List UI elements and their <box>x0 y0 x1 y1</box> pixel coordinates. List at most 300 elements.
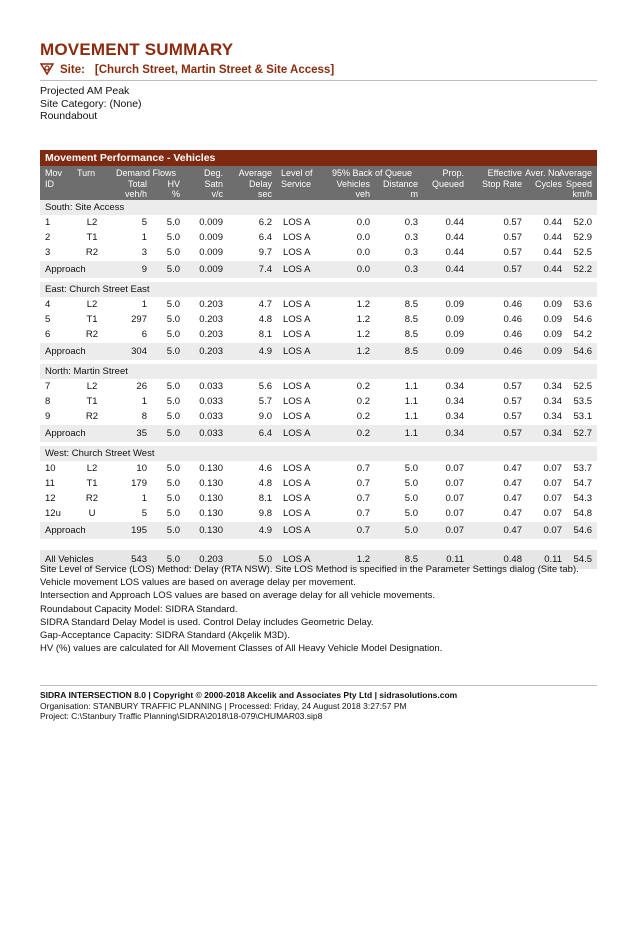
cell-deg: 0.033 <box>199 411 223 422</box>
cell-total: 304 <box>131 346 147 357</box>
cell-delay: 7.4 <box>258 264 272 275</box>
cell-deg: 0.130 <box>199 463 223 474</box>
cell-hv: 5.0 <box>166 463 180 474</box>
header-vehh: veh/h <box>124 189 147 199</box>
cell-eff: 0.57 <box>503 411 522 422</box>
cell-eff: 0.57 <box>503 232 522 243</box>
table-row <box>40 230 597 245</box>
cell-deg: 0.033 <box>199 396 223 407</box>
cell-mov-id: 9 <box>45 411 51 422</box>
table-row <box>40 327 597 342</box>
cell-spd: 52.5 <box>573 247 592 258</box>
header-back-of-queue: 95% Back of Queue <box>332 168 413 178</box>
header-total: Total <box>127 178 147 189</box>
cell-delay: 6.4 <box>258 428 272 439</box>
cell-delay: 5.6 <box>258 381 272 392</box>
note-line: Roundabout Capacity Model: SIDRA Standard. <box>40 603 238 615</box>
cell-veh: 0.0 <box>356 247 370 258</box>
cell-prop: 0.44 <box>445 247 464 258</box>
cell-prop: 0.09 <box>445 346 464 357</box>
cell-label: Approach <box>45 264 86 275</box>
cell-cyc: 0.07 <box>543 478 562 489</box>
cell-spd: 52.9 <box>573 232 592 243</box>
cell-cyc: 0.34 <box>543 428 562 439</box>
cell-mov-id: 5 <box>45 314 51 325</box>
cell-dist: 5.0 <box>404 508 418 519</box>
cell-mov-id: 10 <box>45 463 56 474</box>
cell-los: LOS A <box>283 554 311 565</box>
cell-label: Approach <box>45 525 86 536</box>
approach-section-header: West: Church Street West <box>40 446 597 461</box>
cell-delay: 4.9 <box>258 346 272 357</box>
approach-section-header: South: Site Access <box>40 200 597 215</box>
cell-hv: 5.0 <box>166 525 180 536</box>
note-line: HV (%) values are calculated for All Movement Classes of All Heavy Vehicle Model Designation. <box>40 643 443 655</box>
cell-eff: 0.48 <box>503 554 522 565</box>
table-row <box>40 312 597 327</box>
table-row <box>40 394 597 409</box>
cell-hv: 5.0 <box>166 264 180 275</box>
header-id: ID <box>45 178 54 189</box>
note-line: Vehicle movement LOS values are based on average delay per movement. <box>40 577 356 589</box>
cell-mov-id: 7 <box>45 381 51 392</box>
control-type: Roundabout <box>40 110 98 122</box>
cell-los: LOS A <box>283 396 311 407</box>
cell-los: LOS A <box>283 463 311 474</box>
cell-turn: R2 <box>85 411 99 422</box>
cell-los: LOS A <box>283 478 311 489</box>
cell-deg: 0.033 <box>199 428 223 439</box>
cell-hv: 5.0 <box>166 478 180 489</box>
approach-total-row <box>40 342 597 360</box>
cell-total: 5 <box>141 508 147 519</box>
cell-prop: 0.44 <box>445 232 464 243</box>
table-row <box>40 379 597 394</box>
cell-prop: 0.07 <box>445 508 464 519</box>
cell-eff: 0.57 <box>503 264 522 275</box>
header-vehicles: Vehicles <box>336 178 370 189</box>
table-row <box>40 491 597 506</box>
cell-cyc: 0.09 <box>543 329 562 340</box>
header-service: Service <box>281 178 312 189</box>
header-average: Average <box>238 168 272 178</box>
cell-hv: 5.0 <box>166 299 180 310</box>
cell-total: 543 <box>131 554 147 565</box>
cell-veh: 0.0 <box>356 217 370 228</box>
cell-deg: 0.130 <box>199 525 223 536</box>
note-line: Gap-Acceptance Capacity: SIDRA Standard (Akçelik M3D). <box>40 630 290 642</box>
cell-total: 5 <box>141 217 147 228</box>
cell-total: 26 <box>136 381 147 392</box>
cell-delay: 6.4 <box>258 232 272 243</box>
cell-los: LOS A <box>283 411 311 422</box>
cell-dist: 5.0 <box>404 525 418 536</box>
cell-spd: 52.5 <box>573 381 592 392</box>
cell-cyc: 0.34 <box>543 396 562 407</box>
cell-label: All Vehicles <box>45 554 94 565</box>
cell-cyc: 0.44 <box>543 217 562 228</box>
cell-hv: 5.0 <box>166 232 180 243</box>
cell-spd: 53.7 <box>573 463 592 474</box>
approach-total-row <box>40 424 597 442</box>
cell-dist: 1.1 <box>404 411 418 422</box>
movement-performance-table <box>40 150 597 569</box>
cell-label: Approach <box>45 428 86 439</box>
footer <box>40 685 597 722</box>
cell-los: LOS A <box>283 493 311 504</box>
cell-spd: 53.5 <box>573 396 592 407</box>
header-aver-no: Aver. No. <box>525 168 562 178</box>
table-row <box>40 409 597 424</box>
note-line: Intersection and Approach LOS values are based on average delay for all vehicle movements. <box>40 590 436 602</box>
header-hv-pct: % <box>171 189 180 199</box>
header-level-of: Level of <box>281 168 313 178</box>
cell-dist: 8.5 <box>404 554 418 565</box>
cell-turn: T1 <box>86 396 98 407</box>
cell-delay: 6.2 <box>258 217 272 228</box>
cell-delay: 4.8 <box>258 314 272 325</box>
cell-hv: 5.0 <box>166 396 180 407</box>
notes <box>40 563 600 655</box>
cell-hv: 5.0 <box>166 381 180 392</box>
cell-spd: 54.3 <box>573 493 592 504</box>
cell-total: 1 <box>141 232 147 243</box>
cell-eff: 0.57 <box>503 247 522 258</box>
cell-deg: 0.009 <box>199 247 223 258</box>
cell-turn: R2 <box>85 247 99 258</box>
cell-dist: 0.3 <box>404 217 418 228</box>
cell-spd: 52.7 <box>573 428 592 439</box>
cell-cyc: 0.07 <box>543 525 562 536</box>
cell-deg: 0.203 <box>199 346 223 357</box>
header-satn: Satn <box>204 178 223 189</box>
cell-los: LOS A <box>283 428 311 439</box>
cell-turn: L2 <box>86 217 98 228</box>
cell-cyc: 0.34 <box>543 411 562 422</box>
scenario-name: Projected AM Peak <box>40 85 130 97</box>
cell-veh: 0.7 <box>356 478 370 489</box>
cell-veh: 1.2 <box>356 554 370 565</box>
cell-los: LOS A <box>283 217 311 228</box>
cell-delay: 4.6 <box>258 463 272 474</box>
cell-los: LOS A <box>283 508 311 519</box>
cell-eff: 0.57 <box>503 428 522 439</box>
cell-turn: L2 <box>86 463 98 474</box>
cell-prop: 0.11 <box>446 554 464 565</box>
cell-cyc: 0.07 <box>543 463 562 474</box>
cell-hv: 5.0 <box>166 329 180 340</box>
cell-los: LOS A <box>283 247 311 258</box>
cell-veh: 0.2 <box>356 428 370 439</box>
cell-deg: 0.130 <box>199 478 223 489</box>
cell-cyc: 0.07 <box>543 508 562 519</box>
cell-cyc: 0.44 <box>543 264 562 275</box>
table-header <box>40 166 597 200</box>
cell-delay: 4.8 <box>258 478 272 489</box>
cell-los: LOS A <box>283 314 311 325</box>
cell-veh: 1.2 <box>356 346 370 357</box>
cell-dist: 8.5 <box>404 299 418 310</box>
cell-dist: 8.5 <box>404 329 418 340</box>
cell-eff: 0.47 <box>503 478 522 489</box>
scenario-info <box>40 85 142 123</box>
cell-prop: 0.34 <box>445 396 464 407</box>
cell-los: LOS A <box>283 264 311 275</box>
table-row <box>40 245 597 260</box>
cell-veh: 1.2 <box>356 314 370 325</box>
cell-spd: 53.1 <box>573 411 592 422</box>
cell-veh: 0.2 <box>356 396 370 407</box>
cell-spd: 54.6 <box>573 314 592 325</box>
cell-prop: 0.34 <box>445 381 464 392</box>
header-hv: HV <box>167 178 180 189</box>
table-body <box>40 200 597 569</box>
cell-spd: 54.6 <box>573 525 592 536</box>
table-row <box>40 215 597 230</box>
header-distance-m: m <box>410 189 418 199</box>
cell-hv: 5.0 <box>166 554 180 565</box>
cell-dist: 1.1 <box>404 381 418 392</box>
cell-mov-id: 11 <box>45 478 55 489</box>
cell-hv: 5.0 <box>166 217 180 228</box>
cell-total: 1 <box>141 396 147 407</box>
cell-deg: 0.203 <box>199 329 223 340</box>
cell-deg: 0.009 <box>199 232 223 243</box>
footer-organisation: Organisation: STANBURY TRAFFIC PLANNING | Processed: Friday, 24 August 2018 3:27:57 PM <box>40 700 407 711</box>
cell-total: 35 <box>136 428 147 439</box>
cell-delay: 9.8 <box>258 508 272 519</box>
cell-total: 9 <box>141 264 147 275</box>
header-queued: Queued <box>431 178 464 189</box>
cell-spd: 54.5 <box>573 554 592 565</box>
cell-los: LOS A <box>283 329 311 340</box>
cell-eff: 0.47 <box>503 463 522 474</box>
cell-turn: T1 <box>86 314 98 325</box>
cell-mov-id: 3 <box>45 247 51 258</box>
cell-spd: 54.2 <box>573 329 592 340</box>
cell-dist: 0.3 <box>404 232 418 243</box>
cell-spd: 52.2 <box>573 264 592 275</box>
cell-dist: 5.0 <box>404 478 418 489</box>
approach-section-header: East: Church Street East <box>40 282 597 297</box>
cell-delay: 5.7 <box>258 396 272 407</box>
cell-delay: 4.9 <box>258 525 272 536</box>
cell-prop: 0.07 <box>445 463 464 474</box>
cell-deg: 0.009 <box>199 264 223 275</box>
cell-turn: L2 <box>86 299 98 310</box>
note-line: SIDRA Standard Delay Model is used. Control Delay includes Geometric Delay. <box>40 616 374 628</box>
cell-prop: 0.34 <box>445 428 464 439</box>
cell-total: 1 <box>141 493 147 504</box>
cell-prop: 0.07 <box>445 525 464 536</box>
cell-dist: 0.3 <box>404 247 418 258</box>
cell-deg: 0.033 <box>199 381 223 392</box>
cell-hv: 5.0 <box>166 247 180 258</box>
cell-cyc: 0.44 <box>543 232 562 243</box>
header-average-speed: Average <box>558 168 592 178</box>
header-demand-flows: Demand Flows <box>116 168 177 178</box>
cell-cyc: 0.09 <box>543 299 562 310</box>
cell-total: 6 <box>141 329 147 340</box>
cell-mov-id: 8 <box>45 396 51 407</box>
table-row <box>40 461 597 476</box>
cell-total: 1 <box>141 299 147 310</box>
cell-los: LOS A <box>283 381 311 392</box>
cell-cyc: 0.09 <box>543 346 562 357</box>
cell-eff: 0.46 <box>503 314 522 325</box>
cell-label: Approach <box>45 346 86 357</box>
cell-cyc: 0.09 <box>543 314 562 325</box>
table-row <box>40 476 597 491</box>
cell-veh: 0.7 <box>356 525 370 536</box>
cell-hv: 5.0 <box>166 346 180 357</box>
cell-mov-id: 12 <box>45 493 56 504</box>
header-vc: v/c <box>211 189 223 199</box>
cell-delay: 9.7 <box>258 247 272 258</box>
cell-turn: T1 <box>86 232 98 243</box>
cell-spd: 54.6 <box>573 346 592 357</box>
cell-total: 3 <box>141 247 147 258</box>
cell-veh: 0.7 <box>356 463 370 474</box>
cell-prop: 0.44 <box>445 217 464 228</box>
cell-eff: 0.47 <box>503 493 522 504</box>
cell-hv: 5.0 <box>166 314 180 325</box>
cell-spd: 53.6 <box>573 299 592 310</box>
approach-total-row <box>40 521 597 539</box>
header-turn: Turn <box>77 168 96 178</box>
approach-total-row <box>40 260 597 278</box>
cell-turn: T1 <box>86 478 98 489</box>
header-cycles: Cycles <box>534 178 562 189</box>
cell-dist: 8.5 <box>404 346 418 357</box>
cell-delay: 8.1 <box>258 329 272 340</box>
cell-dist: 5.0 <box>404 463 418 474</box>
cell-spd: 54.7 <box>573 478 592 489</box>
cell-eff: 0.46 <box>503 346 522 357</box>
header-delay: Delay <box>248 178 272 189</box>
cell-hv: 5.0 <box>166 428 180 439</box>
header-speed-kmh: km/h <box>572 189 592 199</box>
site-category: Site Category: (None) <box>40 97 142 110</box>
cell-cyc: 0.34 <box>543 381 562 392</box>
cell-prop: 0.09 <box>445 314 464 325</box>
cell-veh: 0.2 <box>356 381 370 392</box>
cell-delay: 5.0 <box>258 554 272 565</box>
cell-hv: 5.0 <box>166 493 180 504</box>
cell-dist: 8.5 <box>404 314 418 325</box>
cell-veh: 0.2 <box>356 411 370 422</box>
footer-copyright: SIDRA INTERSECTION 8.0 | Copyright © 2000-2018 Akcelik and Associates Pty Ltd | sidrasolutions.com <box>40 690 458 700</box>
cell-mov-id: 12u <box>45 508 61 519</box>
header-distance: Distance <box>382 178 418 189</box>
cell-los: LOS A <box>283 232 311 243</box>
cell-prop: 0.34 <box>445 411 464 422</box>
cell-dist: 0.3 <box>404 264 418 275</box>
header-effective: Effective <box>487 168 522 178</box>
cell-cyc: 0.11 <box>544 554 562 565</box>
cell-mov-id: 6 <box>45 329 51 340</box>
header-stop-rate: Stop Rate <box>481 178 522 189</box>
cell-mov-id: 2 <box>45 232 51 243</box>
cell-veh: 0.0 <box>356 264 370 275</box>
roundabout-site-icon <box>40 63 54 77</box>
cell-deg: 0.130 <box>199 493 223 504</box>
cell-veh: 0.0 <box>356 232 370 243</box>
cell-veh: 0.7 <box>356 493 370 504</box>
cell-deg: 0.203 <box>199 299 223 310</box>
cell-los: LOS A <box>283 346 311 357</box>
cell-delay: 9.0 <box>258 411 272 422</box>
cell-total: 195 <box>131 525 147 536</box>
cell-los: LOS A <box>283 525 311 536</box>
cell-veh: 0.7 <box>356 508 370 519</box>
cell-eff: 0.47 <box>503 508 522 519</box>
cell-deg: 0.203 <box>199 554 223 565</box>
cell-cyc: 0.07 <box>543 493 562 504</box>
cell-delay: 8.1 <box>258 493 272 504</box>
cell-turn: L2 <box>86 381 98 392</box>
table-row <box>40 297 597 312</box>
cell-spd: 52.0 <box>573 217 592 228</box>
header-speed: Speed <box>565 178 592 189</box>
cell-cyc: 0.44 <box>543 247 562 258</box>
cell-eff: 0.57 <box>503 217 522 228</box>
header-deg: Deg. <box>203 168 223 178</box>
cell-dist: 5.0 <box>404 493 418 504</box>
site-label: Site: <box>60 64 85 76</box>
approach-section-header: North: Martin Street <box>40 364 597 379</box>
cell-total: 8 <box>141 411 147 422</box>
cell-veh: 1.2 <box>356 299 370 310</box>
page-title: MOVEMENT SUMMARY <box>40 40 234 59</box>
cell-mov-id: 4 <box>45 299 51 310</box>
cell-deg: 0.203 <box>199 314 223 325</box>
cell-turn: R2 <box>85 329 99 340</box>
footer-project: Project: C:\Stanbury Traffic Planning\SIDRA\2018\18-079\CHUMAR03.sip8 <box>40 711 323 721</box>
cell-deg: 0.009 <box>199 217 223 228</box>
table-row <box>40 506 597 521</box>
cell-spd: 54.8 <box>573 508 592 519</box>
cell-total: 10 <box>136 463 147 474</box>
cell-eff: 0.57 <box>503 381 522 392</box>
cell-eff: 0.57 <box>503 396 522 407</box>
cell-prop: 0.07 <box>445 478 464 489</box>
header-veh: veh <box>355 189 370 199</box>
header-delay-sec: sec <box>257 189 272 199</box>
cell-prop: 0.07 <box>445 493 464 504</box>
cell-eff: 0.46 <box>503 329 522 340</box>
cell-prop: 0.44 <box>445 264 464 275</box>
cell-hv: 5.0 <box>166 508 180 519</box>
cell-hv: 5.0 <box>166 411 180 422</box>
note-line: Site Level of Service (LOS) Method: Delay (RTA NSW). Site LOS Method is specified in the Parameter Settings dialog (Site tab). <box>40 564 579 575</box>
cell-dist: 1.1 <box>404 396 418 407</box>
cell-turn: R2 <box>85 493 99 504</box>
cell-delay: 4.7 <box>258 299 272 310</box>
cell-total: 179 <box>131 478 147 489</box>
cell-prop: 0.09 <box>445 329 464 340</box>
cell-turn: U <box>88 508 96 519</box>
cell-mov-id: 1 <box>45 217 51 228</box>
cell-eff: 0.47 <box>503 525 522 536</box>
cell-veh: 1.2 <box>356 329 370 340</box>
site-name: [Church Street, Martin Street & Site Access] <box>94 64 335 76</box>
cell-deg: 0.130 <box>199 508 223 519</box>
header-mov: Mov <box>45 168 63 178</box>
site-heading <box>40 64 597 81</box>
cell-prop: 0.09 <box>445 299 464 310</box>
table-title: Movement Performance - Vehicles <box>40 150 597 166</box>
